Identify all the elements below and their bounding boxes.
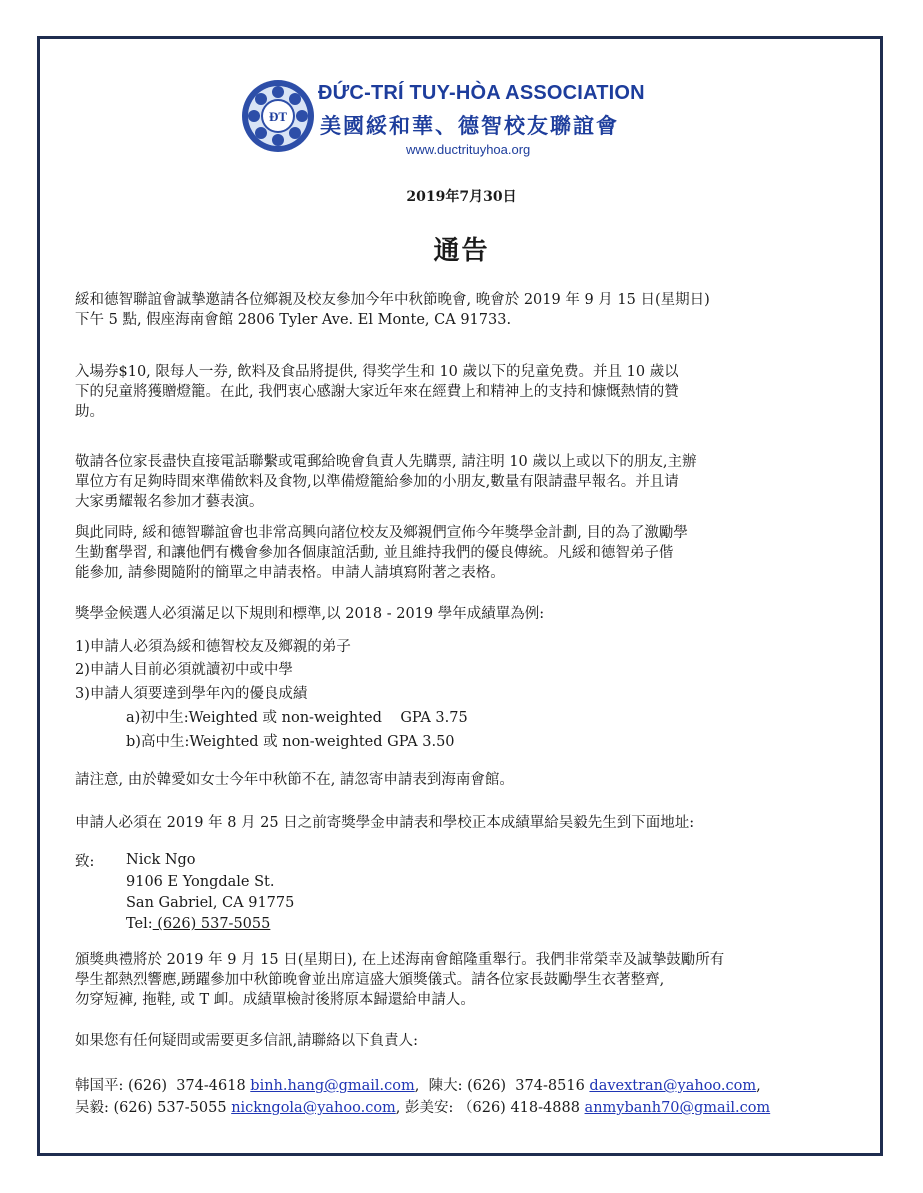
association-logo-icon bbox=[240, 78, 316, 154]
paragraph-line: 下的兒童將獲贈燈籠。在此, 我們衷心感謝大家近年來在經費上和精神上的支持和慷慨熱情的贊 bbox=[75, 384, 679, 400]
paragraph-line: 單位方有足夠時間來準備飲料及食物,以準備燈籠給參加的小朋友,數量有限請盡早報名。并且请 bbox=[75, 474, 679, 490]
paragraph-line: 與此同時, 綏和德智聯誼會也非常高興向諸位校友及鄉親們宣佈今年獎學金計劃, 目的為了激勵學 bbox=[75, 525, 688, 541]
address-tel bbox=[126, 914, 270, 934]
association-name: ĐỨC-TRÍ TUY-HÒA ASSOCIATION bbox=[318, 82, 645, 104]
notice-date: 2019年7月30日 bbox=[406, 189, 517, 205]
rule-item: 3)申請人須要達到學年內的優良成績 bbox=[75, 686, 308, 702]
paragraph-line: 入場券$10, 限每人一券, 飲料及食品將提供, 得奖学生和 10 歲以下的兒童免费。并且 10 歲以 bbox=[75, 364, 679, 380]
paragraph-deadline: 申請人必須在 2019 年 8 月 25 日之前寄獎學金申請表和學校正本成績單給吴毅先生到下面地址: bbox=[75, 815, 695, 831]
email-link[interactable]: davextran@yahoo.com bbox=[589, 1078, 757, 1094]
paragraph-line: 頒獎典禮將於 2019 年 9 月 15 日(星期日), 在上述海南會館隆重舉行。我們非常榮幸及誠摯鼓勵所有 bbox=[75, 952, 725, 968]
paragraph-invitation bbox=[75, 290, 850, 330]
paragraph-line: 勿穿短褲, 拖鞋, 或 T 卹。成績單檢討後將原本歸還給申請人。 bbox=[75, 992, 475, 1008]
rule-item: 1)申請人必須為綏和德智校友及鄉親的弟子 bbox=[75, 639, 351, 655]
paragraph-note: 請注意, 由於韓愛如女士今年中秋節不在, 請忽寄申請表到海南會館。 bbox=[75, 772, 514, 788]
paragraph-line: 能參加, 請參閱隨附的簡單之申請表格。申請人請填寫附著之表格。 bbox=[75, 565, 505, 581]
website-url: www.ductrituyhoa.org bbox=[406, 142, 531, 157]
tel-label: Tel: bbox=[126, 916, 153, 932]
paragraph-line: 大家勇耀報名参加才藝表演。 bbox=[75, 494, 264, 510]
contact-line bbox=[75, 1075, 770, 1097]
contact-info: 韩国平: (626) 374-4618 bbox=[75, 1078, 251, 1094]
paragraph-scholarship bbox=[75, 523, 850, 583]
notice-title: 通告 bbox=[433, 236, 490, 266]
paragraph-line: 學生都熱烈響應,踴躍參加中秋節晚會並出席這盛大頒獎儀式。請各位家長鼓勵學生衣著整齊, bbox=[75, 972, 665, 988]
paragraph-line: 綏和德智聯誼會誠摯邀請各位鄉親及校友參加今年中秋節晚會, 晚會於 2019 年 9 月 15 日(星期日) bbox=[75, 292, 710, 308]
paragraph-line: 敬請各位家長盡快直接電話聯繫或電郵給晚會負責人先購票, 請注明 10 歲以上或以下的朋友,主辦 bbox=[75, 454, 697, 470]
paragraph-line: 生勤奮學習, 和讓他們有機會參加各個康誼活動, 並且維持我們的優良傳統。凡綏和德智弟子偕 bbox=[75, 545, 674, 561]
rule-item: 2)申請人目前必須就讀初中或中學 bbox=[75, 662, 293, 678]
association-chinese-name: 美國綏和華、德智校友聯誼會 bbox=[320, 113, 619, 138]
contact-line bbox=[75, 1097, 770, 1119]
paragraph-contact-intro: 如果您有任何疑問或需要更多信訊,請聯絡以下負責人: bbox=[75, 1033, 418, 1049]
rule-subitem: a)初中生:Weighted 或 non-weighted GPA 3.75 bbox=[126, 710, 468, 726]
paragraph-line: 助。 bbox=[75, 404, 104, 420]
letterhead bbox=[240, 78, 670, 168]
rule-subitem: b)高中生:Weighted 或 non-weighted GPA 3.50 bbox=[126, 734, 455, 750]
paragraph-ceremony bbox=[75, 950, 850, 1010]
paragraph-registration bbox=[75, 452, 850, 512]
address-name: Nick Ngo bbox=[126, 852, 196, 868]
address-label: 致: bbox=[75, 854, 95, 870]
address-city: San Gabriel, CA 91775 bbox=[126, 895, 295, 911]
paragraph-tickets bbox=[75, 362, 850, 422]
email-link[interactable]: nickngola@yahoo.com bbox=[231, 1100, 396, 1116]
contact-info: , 陳大: (626) 374-8516 bbox=[414, 1078, 590, 1094]
contact-info: , 彭美安: （626) 418-4888 bbox=[395, 1100, 585, 1116]
email-link[interactable]: binh.hang@gmail.com bbox=[250, 1078, 415, 1094]
address-street: 9106 E Yongdale St. bbox=[126, 874, 275, 890]
tel-number[interactable]: (626) 537-5055 bbox=[152, 916, 271, 932]
paragraph-line: 下午 5 點, 假座海南會館 2806 Tyler Ave. El Monte, CA 91733. bbox=[75, 312, 512, 328]
paragraph-criteria: 獎學金候選人必須滿足以下規則和標準,以 2018 - 2019 學年成績單為例: bbox=[75, 606, 545, 622]
contact-info: 吴毅: (626) 537-5055 bbox=[75, 1100, 232, 1116]
email-link[interactable]: anmybanh70@gmail.com bbox=[584, 1100, 771, 1116]
svg-text:ĐT: ĐT bbox=[268, 109, 288, 124]
contact-separator: , bbox=[756, 1078, 761, 1094]
contact-list bbox=[75, 1075, 770, 1119]
